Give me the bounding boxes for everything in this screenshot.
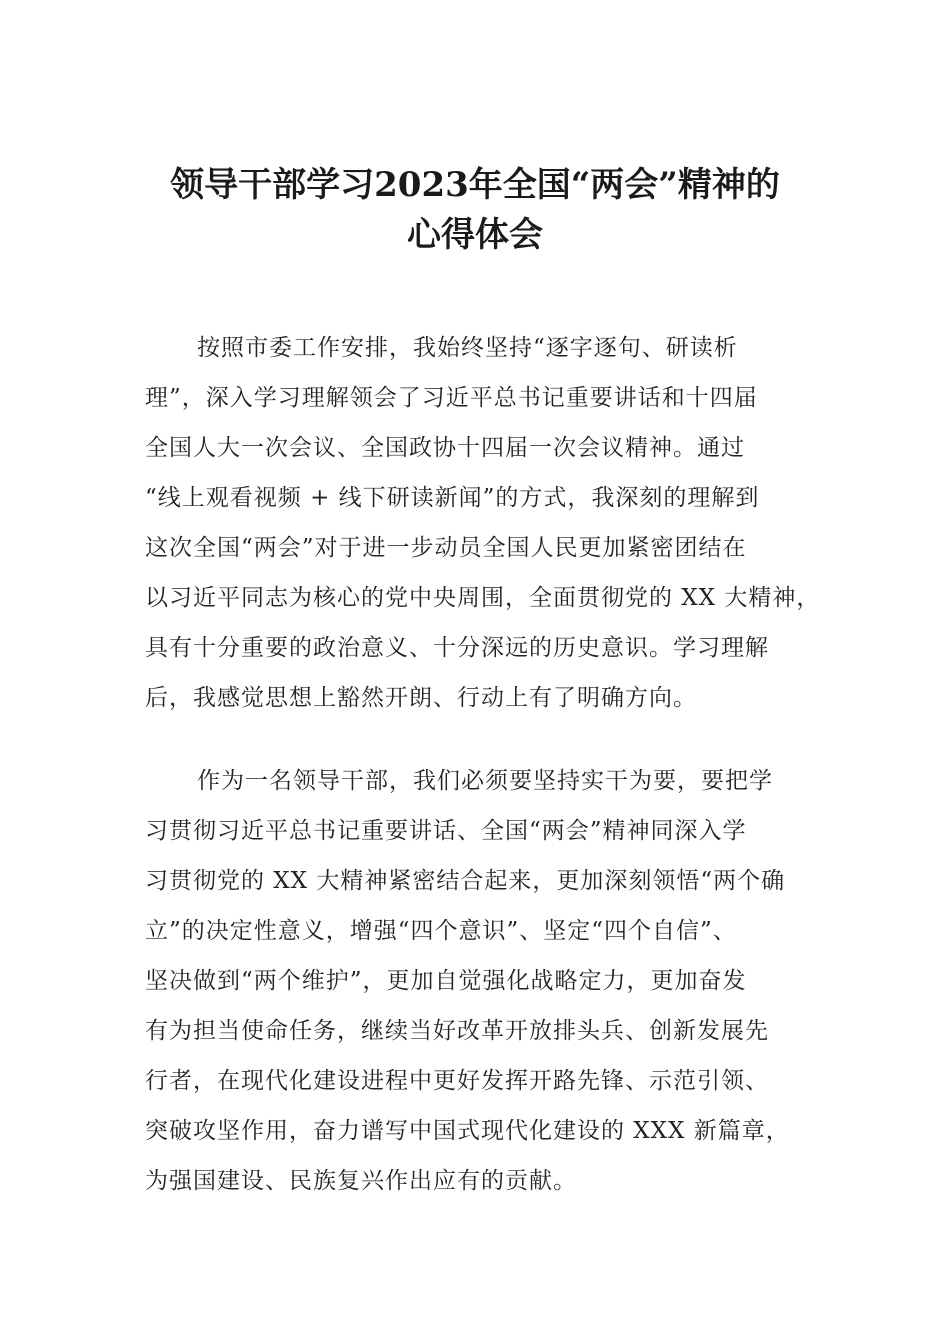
paragraph-line: 习贯彻党的 XX 大精神紧密结合起来，更加深刻领悟“两个确 [145,868,786,894]
document-title [120,160,830,260]
paragraph-line: 为强国建设、民族复兴作出应有的贡献。 [145,1168,577,1194]
paragraph-line: “线上观看视频 + 线下研读新闻”的方式，我深刻的理解到 [145,485,760,511]
paragraph-line: 理”，深入学习理解领会了习近平总书记重要讲话和十四届 [145,385,758,411]
paragraph-line: 以习近平同志为核心的党中央周围，全面贯彻党的 XX 大精神， [145,585,821,611]
paragraph-line: 立”的决定性意义，增强“四个意识”、坚定“四个自信”、 [145,918,737,944]
body-paragraph [145,323,825,723]
title-line: 心得体会 [407,215,543,255]
paragraph-line: 按照市委工作安排，我始终坚持“逐字逐句、研读析 [197,335,738,361]
paragraph-line: 后，我感觉思想上豁然开朗、行动上有了明确方向。 [145,685,697,711]
title-line: 领导干部学习2023年全国“两会”精神的 [170,165,780,205]
paragraph-line: 这次全国“两会”对于进一步动员全国人民更加紧密团结在 [145,535,747,561]
paragraph-line: 全国人大一次会议、全国政协十四届一次会议精神。通过 [145,435,745,461]
body-paragraph [145,756,825,1206]
paragraph-line: 坚决做到“两个维护”，更加自觉强化战略定力，更加奋发 [145,968,747,994]
paragraph-line: 习贯彻习近平总书记重要讲话、全国“两会”精神同深入学 [145,818,747,844]
paragraph-line: 突破攻坚作用，奋力谱写中国式现代化建设的 XXX 新篇章， [145,1118,790,1144]
paragraph-line: 具有十分重要的政治意义、十分深远的历史意识。学习理解 [145,635,769,661]
paragraph-line: 行者，在现代化建设进程中更好发挥开路先锋、示范引领、 [145,1068,769,1094]
paragraph-line: 作为一名领导干部，我们必须要坚持实干为要，要把学 [197,768,773,794]
paragraph-line: 有为担当使命任务，继续当好改革开放排头兵、创新发展先 [145,1018,769,1044]
